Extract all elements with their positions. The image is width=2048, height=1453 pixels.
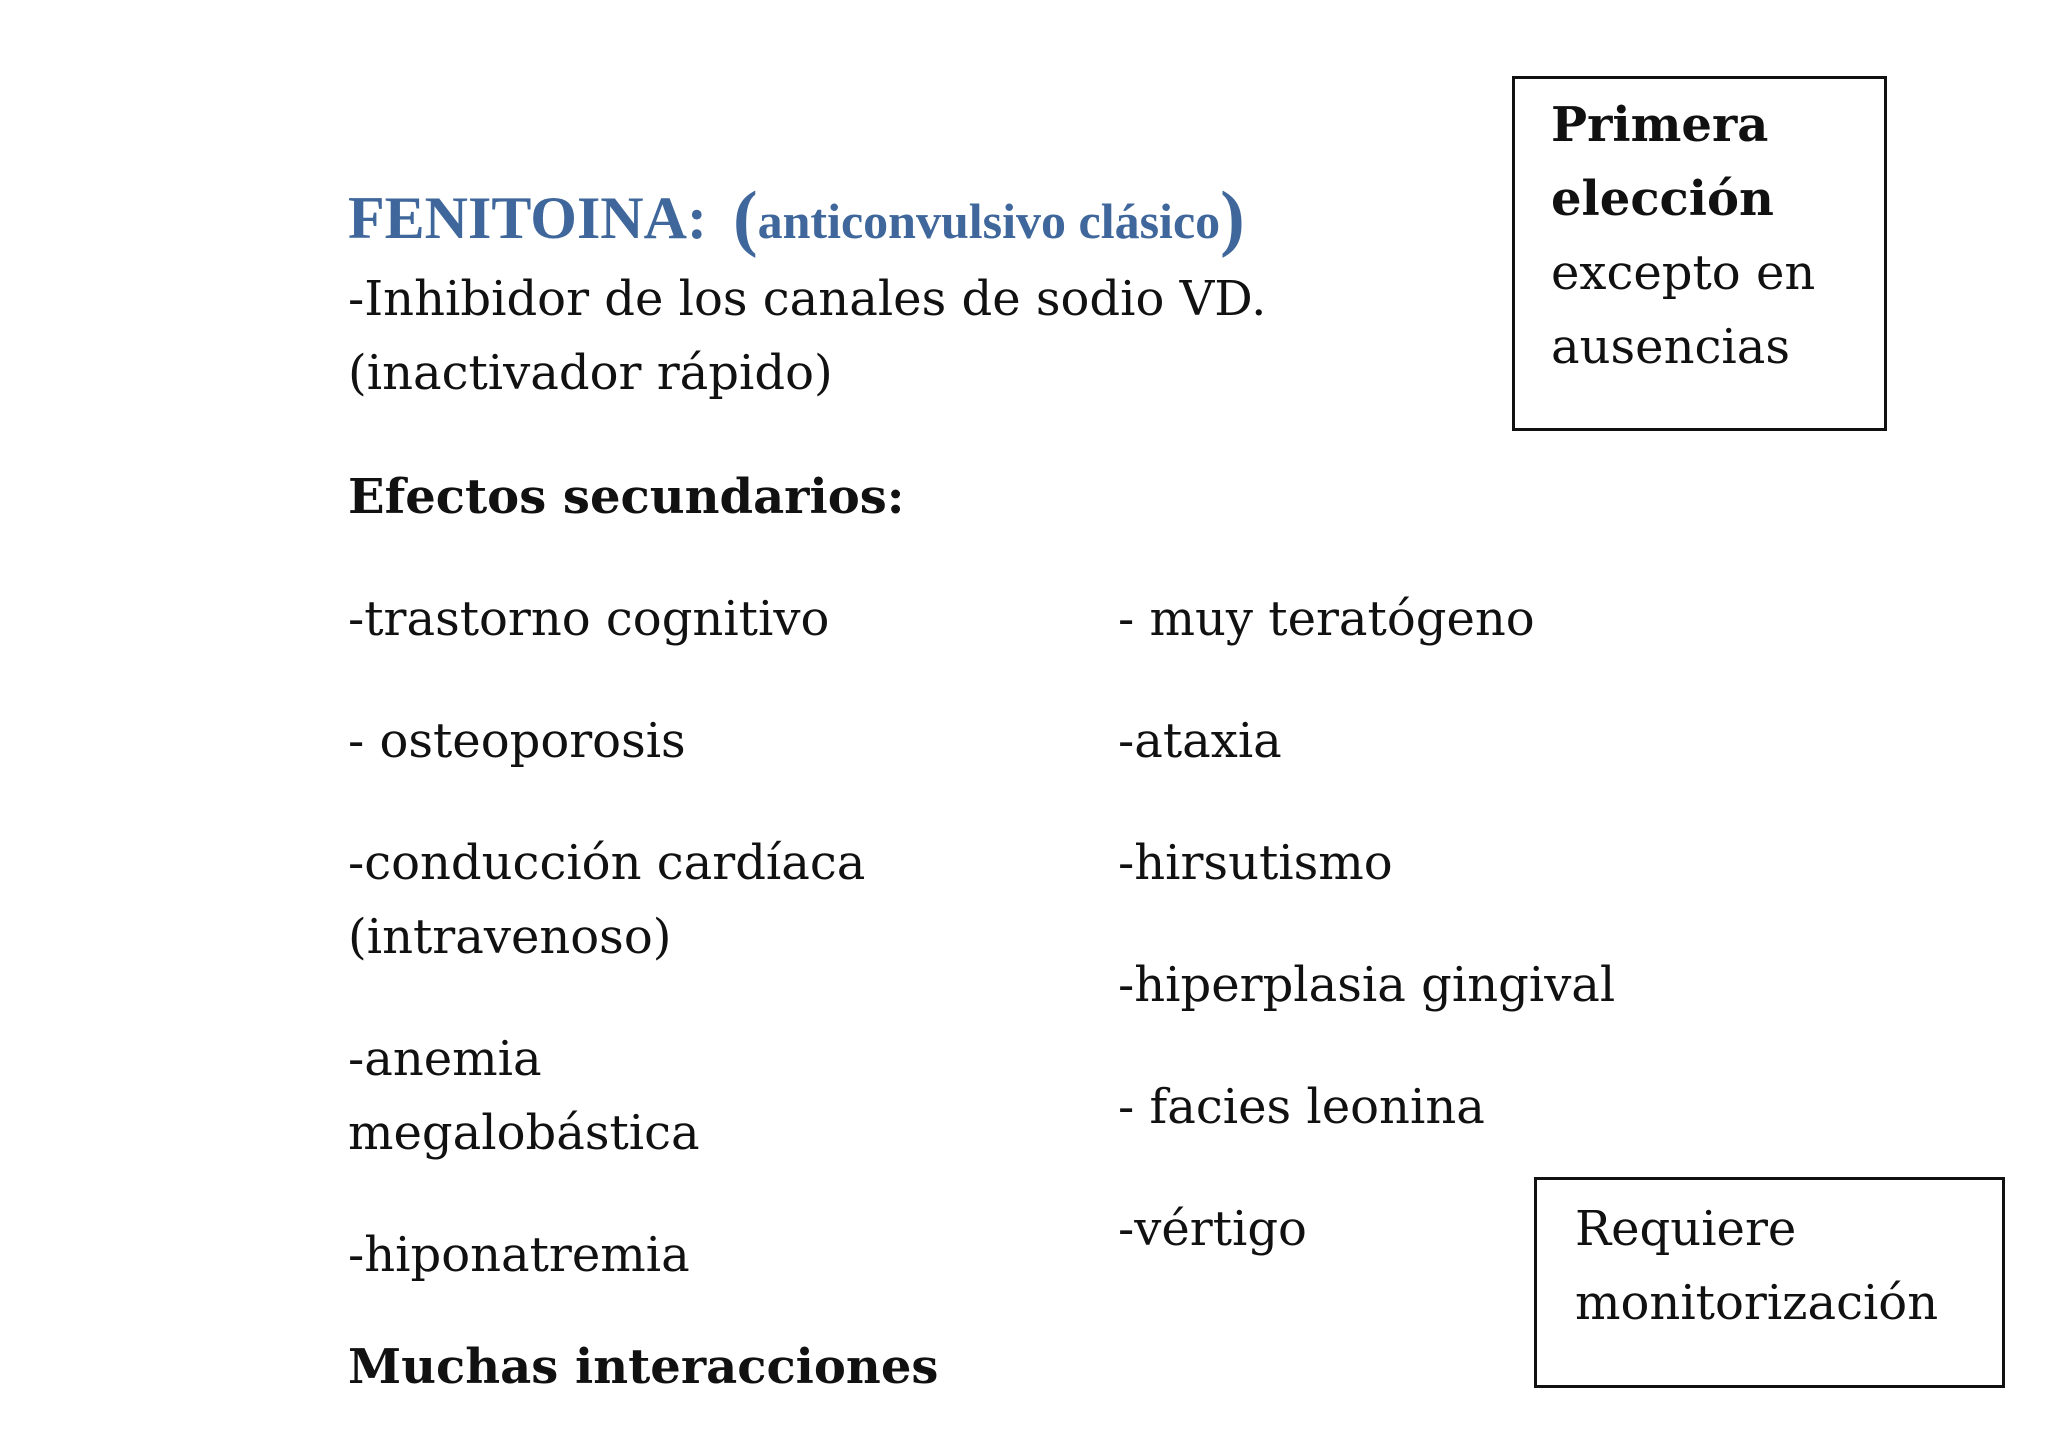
side-effect-left-2: - osteoporosis [348, 713, 686, 769]
side-effect-left-3: -conducción cardíaca [348, 835, 866, 891]
first-choice-line-4: ausencias [1551, 319, 1790, 375]
monitoring-line-1: Requiere [1575, 1201, 1797, 1257]
side-effect-right-1: - muy teratógeno [1118, 591, 1535, 647]
side-effect-left-4: -anemia [348, 1031, 542, 1087]
first-choice-line-1: Primera [1551, 97, 1769, 153]
side-effect-right-2: -ataxia [1118, 713, 1282, 769]
side-effect-left-3b: (intravenoso) [348, 909, 672, 965]
interactions-note: Muchas interacciones [348, 1339, 939, 1395]
drug-name: FENITOINA: [348, 185, 707, 251]
side-effect-right-5: - facies leonina [1118, 1079, 1485, 1135]
monitoring-line-2: monitorización [1575, 1275, 1939, 1331]
side-effect-left-4b: megalobástica [348, 1105, 700, 1161]
mechanism-line-1: -Inhibidor de los canales de sodio VD. [348, 271, 1267, 327]
mechanism-line-2: (inactivador rápido) [348, 345, 833, 401]
first-choice-line-3: excepto en [1551, 245, 1816, 301]
side-effect-right-6: -vértigo [1118, 1201, 1307, 1257]
monitoring-box [1534, 1177, 2005, 1388]
title-paren-close: ) [1220, 177, 1245, 259]
title-paren-open: ( [732, 177, 758, 259]
first-choice-line-2: elección [1551, 171, 1774, 227]
drug-class: anticonvulsivo clásico [757, 193, 1221, 249]
side-effect-left-1: -trastorno cognitivo [348, 591, 830, 647]
side-effect-right-3: -hirsutismo [1118, 835, 1393, 891]
side-effect-left-5: -hiponatremia [348, 1227, 690, 1283]
page-title [348, 178, 1245, 261]
side-effect-right-4: -hiperplasia gingival [1118, 957, 1616, 1013]
first-choice-box [1512, 76, 1887, 431]
side-effects-heading: Efectos secundarios: [348, 469, 905, 525]
